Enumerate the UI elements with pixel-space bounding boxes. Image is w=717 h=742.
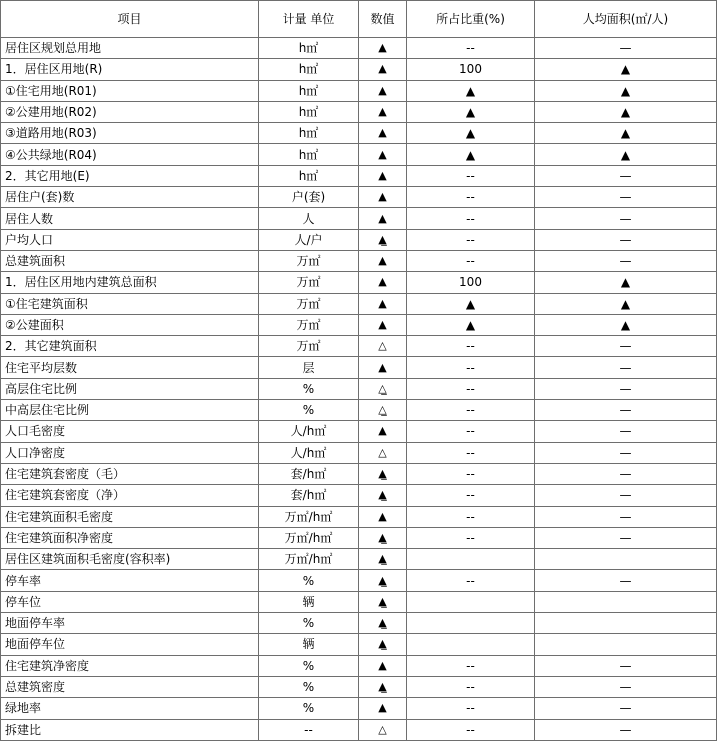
- row-name-cell: 地面停车位: [1, 634, 259, 655]
- row-unit-cell: 辆: [259, 634, 359, 655]
- row-value-cell: ▲: [359, 59, 407, 80]
- row-per-capita-cell: ▲: [535, 272, 717, 293]
- row-ratio-cell: --: [407, 357, 535, 378]
- row-value-cell: ▲: [359, 293, 407, 314]
- row-value-cell: △̲: [359, 400, 407, 421]
- row-unit-cell: 套/h㎡: [259, 463, 359, 484]
- table-row: [1, 250, 717, 271]
- row-unit-cell: 人/户: [259, 229, 359, 250]
- row-per-capita-cell: [535, 613, 717, 634]
- row-per-capita-cell: —: [535, 400, 717, 421]
- row-ratio-cell: [407, 549, 535, 570]
- row-ratio-cell: --: [407, 400, 535, 421]
- row-name-cell: 2．其它用地(E): [1, 165, 259, 186]
- row-per-capita-cell: —: [535, 485, 717, 506]
- row-per-capita-cell: —: [535, 506, 717, 527]
- row-name-cell: 高层住宅比例: [1, 378, 259, 399]
- row-value-cell: ▲: [359, 357, 407, 378]
- row-per-capita-cell: —: [535, 250, 717, 271]
- table-row: [1, 527, 717, 548]
- header-row: [1, 1, 717, 38]
- row-name-cell: 居住户(套)数: [1, 187, 259, 208]
- row-ratio-cell: 100: [407, 59, 535, 80]
- row-ratio-cell: --: [407, 208, 535, 229]
- row-ratio-cell: --: [407, 421, 535, 442]
- row-per-capita-cell: ▲: [535, 144, 717, 165]
- row-ratio-cell: --: [407, 485, 535, 506]
- row-value-cell: ▲: [359, 208, 407, 229]
- row-unit-cell: %: [259, 400, 359, 421]
- row-per-capita-cell: —: [535, 698, 717, 719]
- table-row: [1, 336, 717, 357]
- row-value-cell: ▲: [359, 655, 407, 676]
- row-value-cell: ▲: [359, 506, 407, 527]
- row-ratio-cell: ▲: [407, 293, 535, 314]
- row-name-cell: 地面停车率: [1, 613, 259, 634]
- row-per-capita-cell: ▲: [535, 314, 717, 335]
- row-per-capita-cell: [535, 634, 717, 655]
- row-ratio-cell: --: [407, 229, 535, 250]
- table-row: [1, 655, 717, 676]
- row-name-cell: 住宅建筑面积毛密度: [1, 506, 259, 527]
- row-unit-cell: 万㎡/h㎡: [259, 549, 359, 570]
- row-per-capita-cell: ▲: [535, 59, 717, 80]
- row-per-capita-cell: —: [535, 229, 717, 250]
- row-ratio-cell: --: [407, 527, 535, 548]
- header-per-capita: 人均面积(㎡/人): [535, 1, 717, 38]
- row-unit-cell: h㎡: [259, 38, 359, 59]
- row-value-cell: ▲̲: [359, 591, 407, 612]
- row-per-capita-cell: —: [535, 357, 717, 378]
- row-value-cell: ▲: [359, 101, 407, 122]
- table-row: [1, 506, 717, 527]
- row-value-cell: ▲̲: [359, 527, 407, 548]
- table-body: [1, 38, 717, 741]
- row-per-capita-cell: —: [535, 165, 717, 186]
- row-unit-cell: 人: [259, 208, 359, 229]
- row-per-capita-cell: —: [535, 719, 717, 741]
- table-row: [1, 698, 717, 719]
- row-ratio-cell: --: [407, 38, 535, 59]
- row-name-cell: ②公建用地(R02): [1, 101, 259, 122]
- row-value-cell: ▲: [359, 144, 407, 165]
- row-name-cell: 人口毛密度: [1, 421, 259, 442]
- row-per-capita-cell: —: [535, 336, 717, 357]
- row-unit-cell: 户(套): [259, 187, 359, 208]
- row-name-cell: 2．其它建筑面积: [1, 336, 259, 357]
- row-ratio-cell: --: [407, 250, 535, 271]
- row-value-cell: ▲̲: [359, 613, 407, 634]
- row-ratio-cell: ▲: [407, 123, 535, 144]
- row-ratio-cell: --: [407, 336, 535, 357]
- row-value-cell: ▲: [359, 314, 407, 335]
- table-row: [1, 314, 717, 335]
- table-row: [1, 719, 717, 741]
- table-row: [1, 421, 717, 442]
- row-ratio-cell: ▲: [407, 314, 535, 335]
- row-value-cell: ▲̲: [359, 463, 407, 484]
- row-unit-cell: %: [259, 378, 359, 399]
- row-unit-cell: 万㎡/h㎡: [259, 527, 359, 548]
- row-value-cell: △: [359, 336, 407, 357]
- table-row: [1, 570, 717, 591]
- row-value-cell: ▲: [359, 187, 407, 208]
- row-name-cell: 停车位: [1, 591, 259, 612]
- row-name-cell: 绿地率: [1, 698, 259, 719]
- row-per-capita-cell: —: [535, 655, 717, 676]
- row-name-cell: 住宅平均层数: [1, 357, 259, 378]
- row-ratio-cell: --: [407, 165, 535, 186]
- table-row: [1, 80, 717, 101]
- table-row: [1, 59, 717, 80]
- row-ratio-cell: ▲: [407, 80, 535, 101]
- row-value-cell: △̲: [359, 378, 407, 399]
- row-name-cell: 总建筑面积: [1, 250, 259, 271]
- row-unit-cell: 万㎡: [259, 314, 359, 335]
- table-row: [1, 38, 717, 59]
- row-value-cell: △: [359, 442, 407, 463]
- table-row: [1, 229, 717, 250]
- row-name-cell: 停车率: [1, 570, 259, 591]
- row-per-capita-cell: ▲: [535, 293, 717, 314]
- row-name-cell: ③道路用地(R03): [1, 123, 259, 144]
- row-ratio-cell: [407, 613, 535, 634]
- row-unit-cell: 辆: [259, 591, 359, 612]
- row-ratio-cell: --: [407, 187, 535, 208]
- header-unit: 计量 单位: [259, 1, 359, 38]
- row-unit-cell: 万㎡: [259, 250, 359, 271]
- table-row: [1, 463, 717, 484]
- table-row: [1, 165, 717, 186]
- row-name-cell: 户均人口: [1, 229, 259, 250]
- row-name-cell: 住宅建筑套密度（毛）: [1, 463, 259, 484]
- row-value-cell: ▲̲: [359, 549, 407, 570]
- row-unit-cell: 人/h㎡: [259, 421, 359, 442]
- row-name-cell: 住宅建筑面积净密度: [1, 527, 259, 548]
- table-header: [1, 1, 717, 38]
- table-row: [1, 208, 717, 229]
- row-per-capita-cell: —: [535, 187, 717, 208]
- row-name-cell: 住宅建筑套密度（净）: [1, 485, 259, 506]
- row-per-capita-cell: [535, 591, 717, 612]
- row-unit-cell: --: [259, 719, 359, 741]
- row-name-cell: ①住宅用地(R01): [1, 80, 259, 101]
- row-ratio-cell: --: [407, 698, 535, 719]
- row-name-cell: 居住人数: [1, 208, 259, 229]
- header-ratio: 所占比重(%): [407, 1, 535, 38]
- row-ratio-cell: --: [407, 378, 535, 399]
- row-name-cell: ④公共绿地(R04): [1, 144, 259, 165]
- row-value-cell: △: [359, 719, 407, 741]
- row-name-cell: 人口净密度: [1, 442, 259, 463]
- row-per-capita-cell: —: [535, 463, 717, 484]
- row-per-capita-cell: ▲: [535, 80, 717, 101]
- table-row: [1, 613, 717, 634]
- row-per-capita-cell: —: [535, 527, 717, 548]
- row-unit-cell: %: [259, 676, 359, 697]
- row-name-cell: ①住宅建筑面积: [1, 293, 259, 314]
- table-row: [1, 144, 717, 165]
- table-row: [1, 591, 717, 612]
- row-ratio-cell: --: [407, 506, 535, 527]
- header-item: 项目: [1, 1, 259, 38]
- row-value-cell: ▲: [359, 272, 407, 293]
- row-ratio-cell: --: [407, 463, 535, 484]
- row-per-capita-cell: ▲: [535, 101, 717, 122]
- row-value-cell: ▲: [359, 165, 407, 186]
- row-value-cell: ▲: [359, 38, 407, 59]
- row-name-cell: 总建筑密度: [1, 676, 259, 697]
- row-unit-cell: 万㎡: [259, 336, 359, 357]
- row-unit-cell: 人/h㎡: [259, 442, 359, 463]
- row-ratio-cell: 100: [407, 272, 535, 293]
- row-value-cell: ▲: [359, 123, 407, 144]
- row-name-cell: 中高层住宅比例: [1, 400, 259, 421]
- row-unit-cell: 万㎡: [259, 293, 359, 314]
- row-per-capita-cell: —: [535, 378, 717, 399]
- row-ratio-cell: --: [407, 570, 535, 591]
- table-row: [1, 676, 717, 697]
- row-per-capita-cell: —: [535, 676, 717, 697]
- row-ratio-cell: --: [407, 676, 535, 697]
- row-ratio-cell: [407, 634, 535, 655]
- row-value-cell: ▲̲: [359, 485, 407, 506]
- table-row: [1, 378, 717, 399]
- row-unit-cell: h㎡: [259, 59, 359, 80]
- row-unit-cell: %: [259, 570, 359, 591]
- row-unit-cell: %: [259, 613, 359, 634]
- row-value-cell: ▲̲: [359, 570, 407, 591]
- row-per-capita-cell: —: [535, 442, 717, 463]
- table-row: [1, 123, 717, 144]
- row-value-cell: ▲: [359, 698, 407, 719]
- row-name-cell: 住宅建筑净密度: [1, 655, 259, 676]
- row-ratio-cell: ▲: [407, 101, 535, 122]
- table-row: [1, 272, 717, 293]
- row-per-capita-cell: [535, 549, 717, 570]
- row-ratio-cell: --: [407, 719, 535, 741]
- row-value-cell: ▲̲: [359, 229, 407, 250]
- row-per-capita-cell: —: [535, 38, 717, 59]
- row-unit-cell: %: [259, 655, 359, 676]
- row-value-cell: ▲: [359, 250, 407, 271]
- table-row: [1, 293, 717, 314]
- table-row: [1, 400, 717, 421]
- table-row: [1, 187, 717, 208]
- row-ratio-cell: ▲: [407, 144, 535, 165]
- row-value-cell: ▲: [359, 421, 407, 442]
- row-ratio-cell: --: [407, 655, 535, 676]
- row-unit-cell: h㎡: [259, 101, 359, 122]
- row-per-capita-cell: —: [535, 208, 717, 229]
- header-value: 数值: [359, 1, 407, 38]
- row-unit-cell: h㎡: [259, 144, 359, 165]
- row-unit-cell: 层: [259, 357, 359, 378]
- table-row: [1, 485, 717, 506]
- row-unit-cell: %: [259, 698, 359, 719]
- table-row: [1, 549, 717, 570]
- row-name-cell: 1．居住区用地(R): [1, 59, 259, 80]
- row-per-capita-cell: ▲: [535, 123, 717, 144]
- row-value-cell: ▲: [359, 80, 407, 101]
- row-unit-cell: h㎡: [259, 80, 359, 101]
- row-name-cell: ②公建面积: [1, 314, 259, 335]
- row-value-cell: ▲̲: [359, 676, 407, 697]
- row-unit-cell: 套/h㎡: [259, 485, 359, 506]
- row-ratio-cell: --: [407, 442, 535, 463]
- row-unit-cell: h㎡: [259, 165, 359, 186]
- row-unit-cell: 万㎡: [259, 272, 359, 293]
- table-row: [1, 442, 717, 463]
- row-name-cell: 居住区规划总用地: [1, 38, 259, 59]
- row-value-cell: ▲̲: [359, 634, 407, 655]
- row-per-capita-cell: —: [535, 421, 717, 442]
- row-name-cell: 1．居住区用地内建筑总面积: [1, 272, 259, 293]
- row-unit-cell: 万㎡/h㎡: [259, 506, 359, 527]
- row-ratio-cell: [407, 591, 535, 612]
- row-per-capita-cell: —: [535, 570, 717, 591]
- table-row: [1, 357, 717, 378]
- table-row: [1, 101, 717, 122]
- row-unit-cell: h㎡: [259, 123, 359, 144]
- row-name-cell: 居住区建筑面积毛密度(容积率): [1, 549, 259, 570]
- table-row: [1, 634, 717, 655]
- row-name-cell: 拆建比: [1, 719, 259, 741]
